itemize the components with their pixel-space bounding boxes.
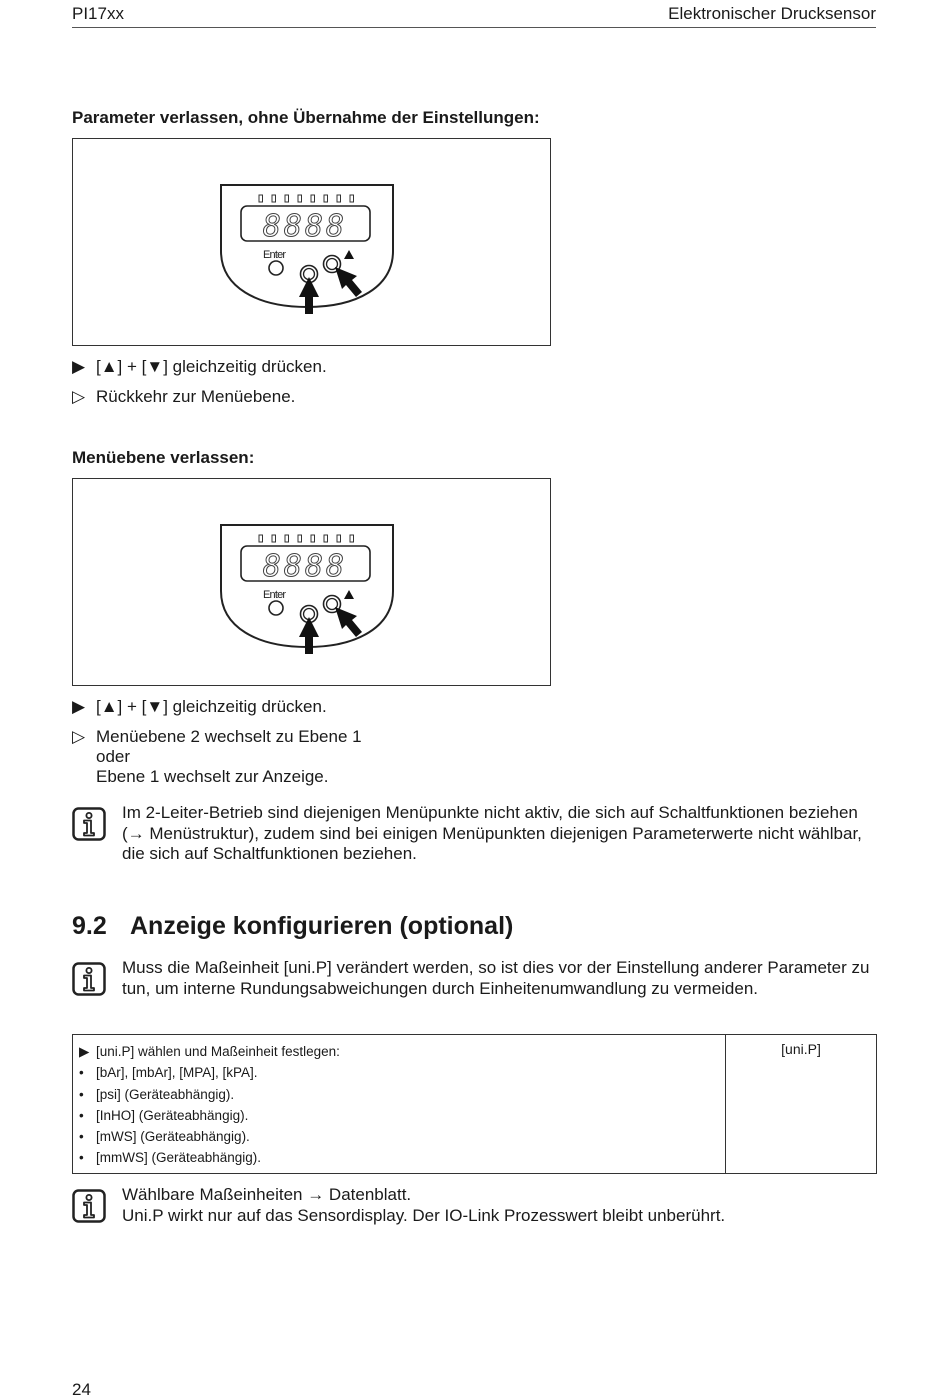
led-indicator [337,195,341,202]
list-item: • [bAr], [mbAr], [MPA], [kPA]. [79,1065,258,1081]
note-line-2: Uni.P wirkt nur auf das Sensordisplay. Der IO-Link Prozesswert bleibt unberührt. [122,1205,726,1225]
step-text: [▲] + [▼] gleichzeitig drücken. [96,357,327,376]
led-indicator [324,535,328,542]
note-text [122,1185,876,1226]
led-indicator [298,535,302,542]
table-cell-instructions [73,1035,726,1174]
step-action [72,357,327,377]
led-indicator [259,535,263,542]
enter-button [269,601,283,615]
note-text: Im 2-Leiter-Betrieb sind diejenigen Menüpunkte nicht aktiv, die sich auf Schaltfunktionen beziehen (→ Menüstruktur), zudem sind bei einigen Menüpunkten diejenigen Parameterwerte nicht wählbar, die sich auf Schaltfunktionen beziehen. [122,803,862,863]
enter-label: Enter [263,589,286,601]
action-triangle-icon: ▶ [72,357,86,376]
list-item: • [InHO] (Geräteabhängig). [79,1107,249,1123]
led-indicator [285,535,289,542]
step-text: [▲] + [▼] gleichzeitig drücken. [96,697,327,716]
device-figure-1 [72,138,551,346]
list-item: • [mWS] (Geräteabhängig). [79,1129,250,1145]
step-result [72,387,295,407]
press-arrow-icon [335,607,362,637]
enter-label: Enter [263,249,286,261]
step-text-or: oder [96,747,131,766]
result-triangle-icon: ▷ [72,387,86,406]
info-icon [72,962,106,996]
section-title-exit-parameter: Parameter verlassen, ohne Übernahme der Einstellungen: [72,108,540,127]
press-arrow-icon [335,267,362,297]
info-icon [72,807,106,841]
device-illustration [73,479,550,685]
action-triangle-icon: ▶ [79,1044,90,1059]
led-indicator [350,535,354,542]
table-row [73,1035,877,1174]
led-indicator [350,195,354,202]
led-indicator [259,195,263,202]
display-digits: 8888 [262,549,348,584]
device-figure-2 [72,478,551,686]
note-line-1: Wählbare Maßeinheiten → Datenblatt. [122,1185,412,1204]
step-text: Menüebene 2 wechselt zu Ebene 1 [96,727,362,746]
step-result [72,727,362,787]
chapter-number: 9.2 [72,912,107,940]
info-icon [72,1189,106,1223]
step-text-alt: Ebene 1 wechselt zur Anzeige. [96,767,329,786]
action-triangle-icon: ▶ [72,697,86,716]
led-indicator [298,195,302,202]
led-indicator [337,535,341,542]
chapter-title: Anzeige konfigurieren (optional) [130,912,514,940]
note-two-wire [72,803,876,867]
note-units-datasheet [72,1185,876,1231]
page-number: 24 [72,1380,91,1399]
note-unit-change [72,958,876,1022]
led-indicator [285,195,289,202]
led-indicator [311,535,315,542]
list-item: • [mmWS] (Geräteabhängig). [79,1150,262,1166]
device-illustration [73,139,550,345]
led-indicator [272,535,276,542]
table-instruction: ▶ [uni.P] wählen und Maßeinheit festlegen: [79,1041,719,1062]
press-arrow-icon [299,617,319,654]
section-title-exit-menu: Menüebene verlassen: [72,448,255,467]
up-triangle-icon [344,590,354,599]
led-indicator [272,195,276,202]
up-triangle-icon [344,250,354,259]
header-title: Elektronischer Drucksensor [668,4,876,23]
note-text: Muss die Maßeinheit [uni.P] verändert werden, so ist dies vor der Einstellung anderer Parameter zu tun, um interne Rundungsabweichungen durch Einheitenumwandlung zu vermeiden. [122,958,870,998]
header-rule [72,27,876,28]
parameter-table [72,1034,877,1174]
led-indicator [311,195,315,202]
table-cell-parameter: [uni.P] [726,1035,877,1174]
display-digits: 8888 [262,209,348,244]
step-text: Rückkehr zur Menüebene. [96,387,296,406]
list-item: • [psi] (Geräteabhängig). [79,1086,235,1102]
led-indicator [324,195,328,202]
enter-button [269,261,283,275]
header-product: PI17xx [72,4,124,23]
step-action [72,697,327,717]
chapter-heading [72,912,513,941]
press-arrow-icon [299,277,319,314]
result-triangle-icon: ▷ [72,727,86,746]
